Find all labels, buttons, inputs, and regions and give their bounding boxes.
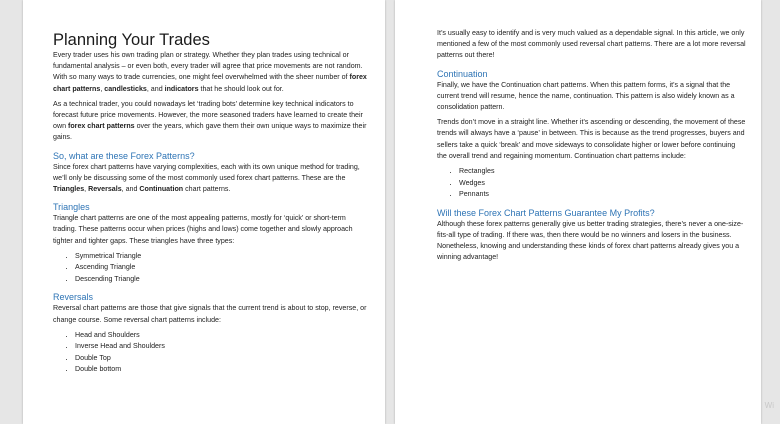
list-item: • Pennants [459,189,747,201]
watermark-text: Wi [764,401,774,410]
page-right-content [437,28,747,267]
reversals-paragraph: Reversal chart patterns are those that give signals that the current trend is about to stop, reverse, or change course. Some reversal chart patterns include: [53,304,367,324]
text-run: Since forex chart patterns have varying complexities, each with its own unique method for trading, we’ll only be discussing some of the most commonly used forex chart patterns. These are the [53,162,360,182]
heading-reversals: Reversals [53,292,94,303]
list-item: • Double Top [75,353,371,365]
triangles-list [53,251,371,286]
bold-run: candlesticks [104,84,147,93]
document-page-right [395,0,761,424]
bold-run: Reversals [88,185,122,194]
text-run: , [100,84,105,93]
continuation-paragraph-1: Finally, we have the Continuation chart patterns. When this pattern forms, it’s a signal that the current trend will resume, hence the name, continuation. This pattern is also widely known as a consolidation pattern. [437,80,735,112]
text-run: over the years, which gave them their own unique ways to maximize their gains. [53,122,367,142]
list-item: • Double bottom [75,364,371,376]
text-run: chart patterns. [183,185,231,194]
text-run: , and [121,185,140,194]
list-item: • Wedges [459,178,747,190]
text-run: that he should look out for. [198,84,284,93]
list-item: • Rectangles [459,166,747,178]
triangles-paragraph: Triangle chart patterns are one of the most appealing patterns, mostly for ‘quick’ or short-term trading. These patterns occur when prices (highs and lows) come together and slowly approach tighter and tighter gaps. These triangles have three types: [53,214,353,245]
list-item: • Symmetrical Triangle [75,251,371,263]
continuation-list [437,166,747,201]
page-title: Planning Your Trades [53,31,210,49]
bold-run: Continuation [139,185,184,194]
reversals-list [53,330,371,376]
guarantee-paragraph: Although these forex patterns generally give us better trading strategies, there’s never a one-size-fits-all type of trading. If there was, then there would be no winners and losers in the business. Nonetheless, knowing and understanding these kinds of forex chart patterns already gives you a winning advantage! [437,219,744,262]
list-item: • Inverse Head and Shoulders [75,341,371,353]
list-item: • Head and Shoulders [75,330,371,342]
bold-run: forex chart patterns [67,122,135,131]
text-run: As a technical trader, you could nowadays let ‘trading bots’ determine key technical indicators to forecast future price movements. However, the more seasoned traders have learned to create their own [53,99,363,131]
text-run: Every trader uses his own trading plan or strategy. Whether they plan trades using technical or fundamental analysis – or even both, every trader will agree that price movements are not random. With so many ways to trade currencies, one might feel overwhelmed with the sheer number of [53,51,363,82]
bold-run: indicators [164,84,199,93]
page-left-content [53,26,371,380]
patterns-paragraph [53,162,371,196]
reversal-continued-paragraph: It’s usually easy to identify and is very much valued as a dependable signal. In this article, we only mentioned a few of the most commonly used reversal chart patterns. There are a lot more reversal patterns out there! [437,29,746,60]
text-run: , and [146,84,165,93]
text-run: , [84,185,89,194]
bold-run: forex chart patterns [53,73,367,93]
heading-guarantee-profits: Will these Forex Chart Patterns Guarantee My Profits? [437,207,655,218]
bold-run: Triangles [53,185,85,194]
list-item: • Ascending Triangle [75,262,371,274]
continuation-paragraph-2: Trends don’t move in a straight line. Whether it’s ascending or descending, the movement of these trends will always have a ‘pause’ in between. This is because as the trend progresses, buyers and sellers take a quick ‘break’ and move sideways to consolidate higher or lower before continuing the overall trend and regaining momentum. Continuation chart patterns include: [437,118,746,160]
document-page-left [23,0,385,424]
intro-paragraph-1 [53,50,371,95]
heading-continuation: Continuation [437,68,488,79]
heading-triangles: Triangles [53,202,90,213]
intro-paragraph-2 [53,99,371,144]
list-item: • Descending Triangle [75,274,371,286]
heading-forex-patterns: So, what are these Forex Patterns? [53,150,195,161]
